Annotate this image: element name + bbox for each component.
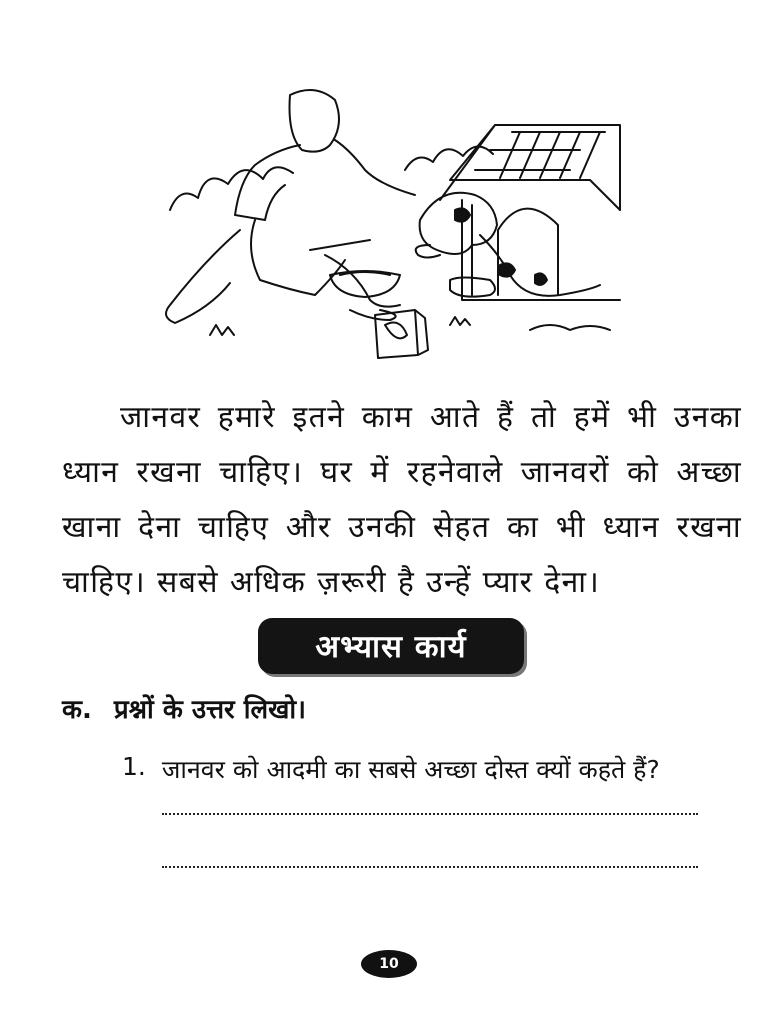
question-text: जानवर को आदमी का सबसे अच्छा दोस्त क्यों कहते हैं? xyxy=(161,755,660,784)
question-item xyxy=(122,752,660,786)
boy-feeding-dog-illustration xyxy=(150,70,630,360)
dog xyxy=(416,193,600,297)
answer-line[interactable] xyxy=(162,866,698,868)
doghouse-roof-hatching xyxy=(500,132,600,178)
dog-spots xyxy=(455,208,547,285)
grass xyxy=(210,317,610,335)
body-paragraph: जानवर हमारे इतने काम आते हैं तो हमें भी उनका ध्यान रखना चाहिए। घर में रहनेवाले जानवरों को अच्छा खाना देना चाहिए और उनकी सेहत का भी ध्यान रखना चाहिए। सबसे अधिक ज़रूरी है उन्हें प्यार देना। xyxy=(62,400,743,600)
exercise-marker: क. xyxy=(62,695,92,725)
page-number: 10 xyxy=(379,956,399,972)
boy xyxy=(166,90,415,323)
page-number-badge xyxy=(361,950,417,978)
question-number: 1. xyxy=(122,752,146,781)
section-title-banner xyxy=(258,618,524,674)
exercise-instruction: प्रश्नों के उत्तर लिखो। xyxy=(113,695,306,725)
bushes xyxy=(170,146,493,210)
section-title: अभ्यास कार्य xyxy=(315,629,467,665)
food-bowl xyxy=(330,271,400,297)
doghouse-door xyxy=(498,209,558,295)
answer-line[interactable] xyxy=(162,813,698,815)
food-box xyxy=(375,310,428,358)
exercise-heading xyxy=(62,690,306,726)
